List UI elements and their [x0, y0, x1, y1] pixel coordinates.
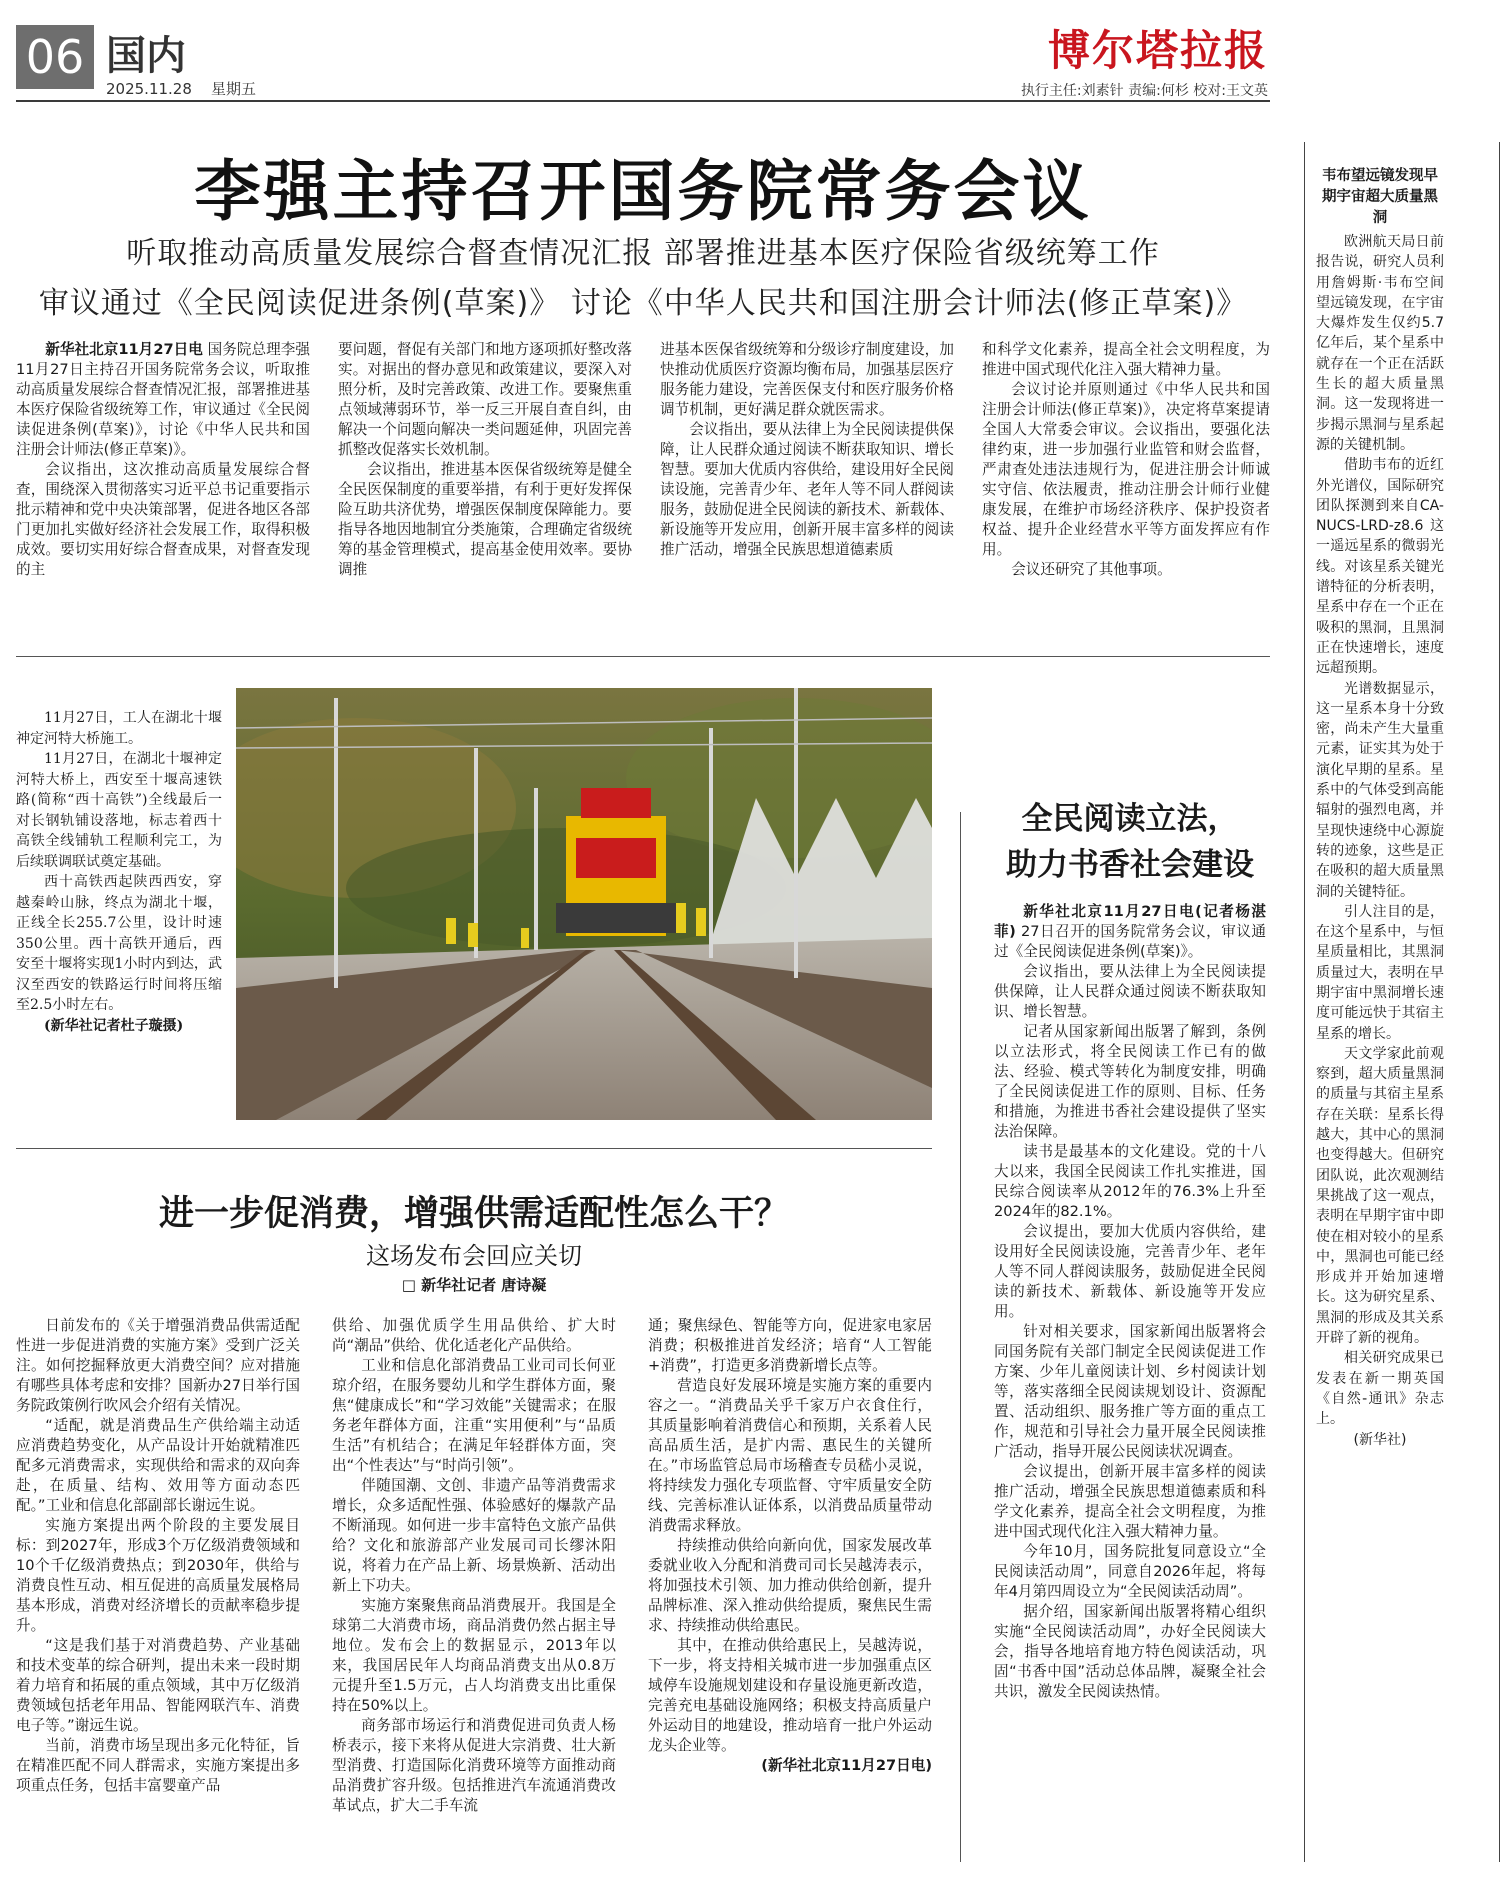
reading-title-line: 助力书香社会建设: [1006, 847, 1254, 883]
lead-para: 会议讨论并原则通过《中华人民共和国注册会计师法(修正草案)》，决定将草案提请全国人大常委会审议。会议指出，要强化法律约束，进一步加强行业监管和财会监督，严肃查处违法违规行为，促进注册会计师诚实守信、依法履责，推动注册会计师行业健康发展，在维护市场经济秩序、保护投资者权益、提升企业经营水平等方面发挥应有作用。: [982, 381, 1270, 558]
lead-headline: 李强主持召开国务院常务会议: [194, 153, 1092, 230]
lead-para: 会议指出，要从法律上为全民阅读提供保障，让人民群众通过阅读不断获取知识、增长智慧。要加大优质内容供给，建设用好全民阅读设施，完善青少年、老年人等不同人群阅读服务，鼓励促进全民阅读的新技术、新载体、新设施等开发应用，创新开展丰富多样的阅读推广活动，增强全民族思想道德素质: [660, 421, 954, 558]
reading-article-body: [994, 902, 1266, 1702]
column-rule: [960, 812, 961, 1862]
reading-title-line: 全民阅读立法，: [1021, 801, 1239, 837]
reading-para: 记者从国家新闻出版署了解到，条例以立法形式，将全民阅读工作已有的做法、经验、模式等转化为制度安排，明确了全民阅读促进工作的原则、目标、任务和措施，为推进书香社会建设提供了坚实法治保障。: [994, 1023, 1266, 1140]
consumption-para: 实施方案提出两个阶段的主要发展目标：到2027年，形成3个万亿级消费领域和10个千亿级消费热点；到2030年，供给与消费良性互动、相互促进的高质量发展格局基本形成，消费对经济增长的贡献率稳步提升。: [16, 1517, 300, 1634]
lead-para: 会议指出，这次推动高质量发展综合督查，围绕深入贯彻落实习近平总书记重要指示批示精神和党中央决策部署，促进各地区各部门更加扎实做好经济社会发展工作，取得积极成效。要切实用好综合督查成果，对督查发现的主: [16, 461, 310, 578]
caption-para: 11月27日，在湖北十堰神定河特大桥上，西安至十堰高速铁路(简称“西十高铁”)全线最后一对长钢轨铺设落地，标志着西十高铁全线铺轨工程顺利完工，为后续联调联试奠定基础。: [16, 751, 222, 870]
lead-text: 国务院总理李强11月27日主持召开国务院常务会议，听取推动高质量发展综合督查情况汇报，部署推进基本医疗保险省级统筹工作，审议通过《全民阅读促进条例(草案)》，讨论《中华人民共和国注册会计师法(修正草案)》。: [16, 341, 311, 458]
reading-para: 会议提出，要加大优质内容供给，建设用好全民阅读设施，完善青少年、老年人等不同人群阅读服务，鼓励促进全民阅读的新技术、新载体、新设施等开发应用。: [994, 1223, 1266, 1320]
consumption-para: 伴随国潮、文创、非遗产品等消费需求增长，众多适配性强、体验感好的爆款产品不断涌现。如何进一步丰富特色文旅产品供给？文化和旅游部产业发展司司长缪沐阳说，将着力在产品上新、场景焕新、活动出新上下功夫。: [332, 1477, 616, 1594]
consumption-subtitle: 这场发布会回应关切: [366, 1242, 582, 1270]
sidebar-body: [1316, 232, 1444, 1450]
section-title: 国内: [106, 33, 186, 79]
sidebar-credit: (新华社): [1353, 1431, 1407, 1448]
reading-para: 今年10月，国务院批复同意设立“全民阅读活动周”，同意自2026年起，将每年4月第四周设立为“全民阅读活动周”。: [994, 1543, 1266, 1600]
sidebar-para: 引人注目的是，在这个星系中，与恒星质量相比，其黑洞质量过大，表明在早期宇宙中黑洞增长速度可能远快于其宿主星系的增长。: [1316, 903, 1444, 1042]
consumption-para: “适配，就是消费品生产供给端主动适应消费趋势变化，从产品设计开始就精准匹配多元消费需求，实现供给和需求的双向奔赴，在质量、结构、效用等方面动态匹配。”工业和信息化部副部长谢远生说。: [16, 1417, 300, 1514]
consumption-para: 供给、加强优质学生用品供给、扩大时尚“潮品”供给、优化适老化产品供给。: [332, 1317, 616, 1354]
header-rule: [16, 100, 1270, 102]
reading-para: 读书是最基本的文化建设。党的十八大以来，我国全民阅读工作扎实推进，国民综合阅读率从2012年的76.3%上升至2024年的82.1%。: [994, 1143, 1266, 1220]
reading-text: 27日召开的国务院常务会议，审议通过《全民阅读促进条例(草案)》。: [994, 923, 1267, 960]
lead-column-2: [338, 340, 632, 580]
consumption-para: 持续推动供给向新向优，国家发展改革委就业收入分配和消费司司长吴越涛表示，将加强技术引领、加力推动供给创新，提升品牌标准、深入推动供给提质，聚焦民生需求、持续推动供给惠民。: [648, 1537, 932, 1634]
consumption-para: 工业和信息化部消费品工业司司长何亚琼介绍，在服务婴幼儿和学生群体方面，聚焦“健康成长”和“学习效能”关键需求；在服务老年群体方面，注重“实用便利”与“品质生活”有机结合；在满足年轻群体方面，突出“个性表达”与“时尚引领”。: [332, 1357, 616, 1474]
editor-credits: 执行主任:刘素针 责编:何杉 校对:王文英: [1020, 83, 1268, 99]
newspaper-logo: 博尔塔拉报: [1047, 26, 1268, 75]
lead-para: 要问题，督促有关部门和地方逐项抓好整改落实。对据出的督办意见和政策建议，要深入对照分析，及时完善政策、改进工作。要聚焦重点领域薄弱环节，举一反三开展自查自纠，由解决一个问题向解决一类问题延伸，巩固完善抓整改促落实长效机制。: [338, 341, 632, 458]
consumption-title: 进一步促消费，增强供需适配性怎么干？: [158, 1193, 789, 1234]
lead-subhead-1: 听取推动高质量发展综合督查情况汇报 部署推进基本医疗保险省级统筹工作: [126, 236, 1160, 271]
reading-para: 据介绍，国家新闻出版署将精心组织实施“全民阅读活动周”，办好全民阅读大会，指导各地培育地方特色阅读活动，巩固“书香中国”活动总体品牌，凝聚全社会共识，激发全民阅读热情。: [994, 1603, 1266, 1700]
lead-para: [16, 340, 310, 460]
reading-para: 会议指出，要从法律上为全民阅读提供保障，让人民群众通过阅读不断获取知识、增长智慧。: [994, 963, 1266, 1020]
photo-credit: (新华社记者杜子璇摄): [44, 1017, 184, 1034]
sidebar-para: 相关研究成果已发表在新一期英国《自然-通讯》杂志上。: [1316, 1350, 1444, 1428]
consumption-column-2: [332, 1316, 616, 1816]
consumption-para: 通；聚焦绿色、智能等方向，促进家电家居消费；积极推进首发经济；培育“人工智能+消费”，打造更多消费新增长点等。: [648, 1317, 932, 1374]
railway-photo: [236, 688, 932, 1120]
consumption-para: 商务部市场运行和消费促进司负责人杨桥表示，接下来将从促进大宗消费、壮大新型消费、打造国际化消费环境等方面推动商品消费扩容升级。包括推进汽车流通消费改革试点，扩大二手车流: [332, 1717, 616, 1814]
consumption-column-1: [16, 1316, 300, 1796]
consumption-end-credit: (新华社北京11月27日电): [761, 1757, 932, 1774]
sidebar-para: 天文学家此前观察到，超大质量黑洞的质量与其宿主星系存在关联：星系长得越大，其中心的黑洞也变得越大。但研究团队说，此次观测结果挑战了这一观点，表明在早期宇宙中即使在相对较小的星系中，黑洞也可能已经形成并开始加速增长。这为研究星系、黑洞的形成及其关系开辟了新的视角。: [1316, 1045, 1444, 1347]
reading-dateline: 新华社北京11月27日电(记者杨湛菲): [994, 903, 1266, 940]
section-divider: [16, 1148, 932, 1149]
sidebar-para: 欧洲航天局日前报告说，研究人员利用詹姆斯·韦布空间望远镜发现，在宇宙大爆炸发生仅约5.7亿年后，某个星系中就存在一个正在活跃生长的超大质量黑洞。这一发现将进一步揭示黑洞与星系起源的关键机制。: [1316, 234, 1444, 453]
consumption-column-3: [648, 1316, 932, 1776]
lead-para: 会议还研究了其他事项。: [1011, 561, 1172, 578]
photo-caption: [16, 708, 222, 1036]
lead-subhead-2: 审议通过《全民阅读促进条例(草案)》 讨论《中华人民共和国注册会计师法(修正草案)》: [38, 286, 1248, 321]
weekday-text: 星期五: [210, 80, 256, 98]
caption-para: 西十高铁西起陕西西安，穿越秦岭山脉，终点为湖北十堰，正线全长255.7公里，设计时速350公里。西十高铁开通后，西安至十堰将实现1小时内到达，武汉至西安的铁路运行时间将压缩至2.5小时左右。: [16, 874, 222, 1013]
lead-column-1: [16, 340, 310, 580]
sidebar-para: 光谱数据显示，这一星系本身十分致密，尚未产生大量重元素，证实其为处于演化早期的星系。星系中的气体受到高能辐射的强烈电离，并呈现快速绕中心源旋转的迹象，这些是正在吸积的超大质量黑洞的关键特征。: [1316, 680, 1444, 900]
sidebar-title: 韦布望远镜发现早期宇宙超大质量黑洞: [1322, 168, 1438, 226]
consumption-para: 日前发布的《关于增强消费品供需适配性进一步促进消费的实施方案》受到广泛关注。如何挖掘释放更大消费空间？应对措施有哪些具体考虑和安排？国新办27日举行国务院政策例行吹风会介绍有关情况。: [16, 1317, 300, 1414]
lead-dateline: 新华社北京11月27日电: [45, 341, 203, 358]
reading-para: 会议提出，创新开展丰富多样的阅读推广活动，增强全民族思想道德素质和科学文化素养，提高全社会文明程度，为推进中国式现代化注入强大精神力量。: [994, 1463, 1266, 1540]
reading-para: 针对相关要求，国家新闻出版署将会同国务院有关部门制定全民阅读促进工作方案、少年儿童阅读计划、乡村阅读计划等，落实落细全民阅读规划设计、资源配置、活动组织、服务推广等方面的重点工作，规范和引导社会力量开展全民阅读推广活动，指导开展公民阅读状况调查。: [994, 1323, 1266, 1460]
date-text: 2025.11.28: [106, 80, 192, 98]
section-divider: [16, 656, 1270, 657]
consumption-para: 实施方案聚焦商品消费展开。我国是全球第二大消费市场，商品消费仍然占据主导地位。发布会上的数据显示，2013年以来，我国居民年人均商品消费支出从0.8万元提升至1.5万元，占人均消费支出比重保持在50%以上。: [332, 1597, 616, 1714]
lead-column-3: [660, 340, 954, 560]
lead-para: 和科学文化素养，提高全社会文明程度，为推进中国式现代化注入强大精神力量。: [982, 341, 1270, 378]
lead-para: 进基本医保省级统筹和分级诊疗制度建设，加快推动优质医疗资源均衡布局，加强基层医疗服务能力建设，完善医保支付和医疗服务价格调节机制，更好满足群众就医需求。: [660, 341, 954, 418]
consumption-para: 当前，消费市场呈现出多元化特征，旨在精准匹配不同人群需求，实施方案提出多项重点任务，包括丰富婴童产品: [16, 1737, 300, 1794]
consumption-para: “这是我们基于对消费趋势、产业基础和技术变革的综合研判，提出未来一段时期着力培育和拓展的重点领域，其中万亿级消费领域包括老年用品、智能网联汽车、消费电子等。”谢远生说。: [16, 1637, 300, 1734]
sidebar-para: 借助韦布的近红外光谱仪，国际研究团队探测到来自CA-NUCS-LRD-z8.6这一遥远星系的微弱光线。对该星系关键光谱特征的分析表明，星系中存在一个正在吸积的黑洞，且黑洞正在快速增长，速度远超预期。: [1316, 457, 1444, 677]
caption-para: 11月27日，工人在湖北十堰神定河特大桥施工。: [16, 710, 222, 747]
reading-article-title: [1000, 796, 1260, 888]
consumption-para: 营造良好发展环境是实施方案的重要内容之一。“消费品关乎千家万户衣食住行，其质量影响着消费信心和预期，关系着人民高品质生活，是扩内需、惠民生的关键所在。”市场监管总局市场稽查专员嵇小灵说，将持续发力强化专项监督、守牢质量安全防线、完善标准认证体系，以消费品质量带动消费需求释放。: [648, 1377, 932, 1534]
lead-para: 会议指出，推进基本医保省级统筹是健全全民医保制度的重要举措，有利于更好发挥保险互助共济优势，增强医保制度保障能力。要指导各地因地制宜分类施策，合理确定省级统筹的基金管理模式，提高基金使用效率。要协调推: [338, 461, 632, 578]
page-number: 06: [16, 25, 94, 89]
issue-date: [106, 78, 256, 99]
lead-column-4: [982, 340, 1270, 580]
consumption-byline: □ 新华社记者 唐诗凝: [401, 1276, 547, 1294]
consumption-para: 其中，在推动供给惠民上，吴越涛说，下一步，将支持相关城市进一步加强重点区域停车设施规划建设和存量设施更新改造，完善充电基础设施网络；积极支持高质量户外运动目的地建设，推动培育一批户外运动龙头企业等。: [648, 1637, 932, 1754]
